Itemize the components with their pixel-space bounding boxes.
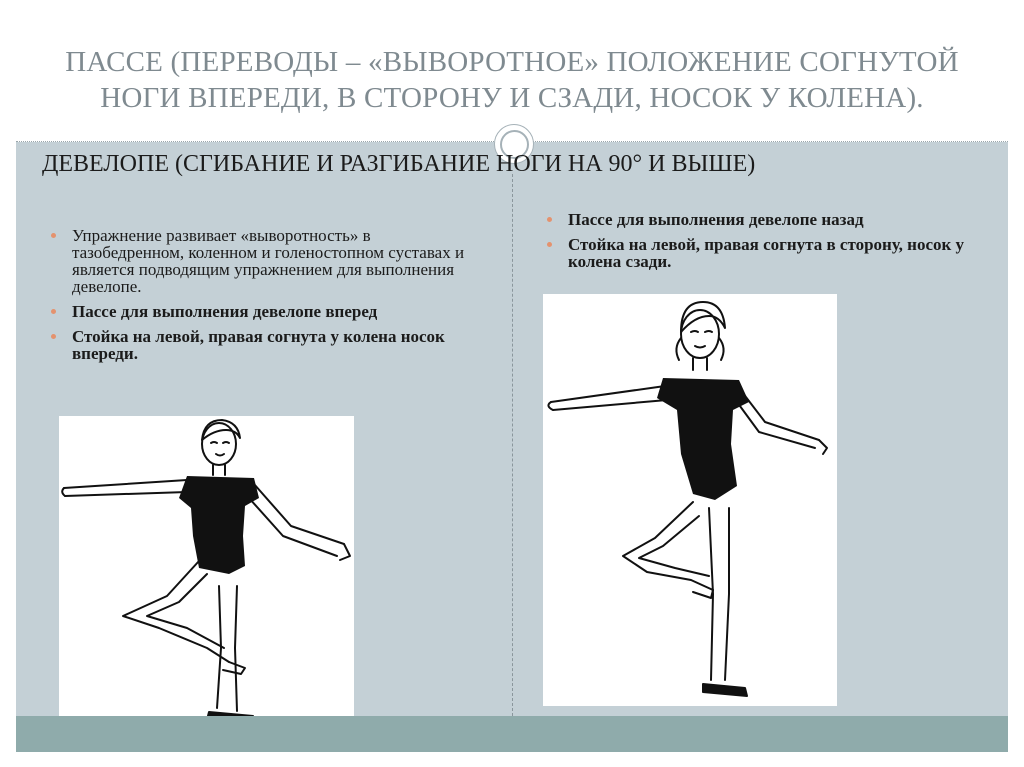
slide-title <box>16 44 1008 116</box>
left-bullet-list <box>42 227 482 370</box>
right-bullet-1: Пассе для выполнения девелопе назад <box>538 211 968 228</box>
title-line-1: ПАССЕ (ПЕРЕВОДЫ – «ВЫВОРОТНОЕ» ПОЛОЖЕНИЕ СОГНУТОЙ <box>65 46 959 78</box>
bottom-bar <box>16 716 1008 752</box>
left-bullet-1: Упражнение развивает «выворотность» в тазобедренном, коленном и голеностопном суставах и является подводящим упражнением для выполнения девелопе. <box>42 227 482 295</box>
slide-subtitle: ДЕВЕЛОПЕ (СГИБАНИЕ И РАЗГИБАНИЕ НОГИ НА 90° И ВЫШЕ) <box>42 151 756 177</box>
dancer-forward-figure <box>59 416 354 731</box>
right-bullet-2: Стойка на левой, правая согнута в сторону, носок у колена сзади. <box>538 236 968 270</box>
dancer-back-figure <box>543 294 837 706</box>
slide <box>16 16 1008 752</box>
right-bullet-list <box>538 211 968 278</box>
left-bullet-2: Пассе для выполнения девелопе вперед <box>42 303 482 320</box>
left-bullet-3: Стойка на левой, правая согнута у колена носок впереди. <box>42 328 482 362</box>
passe-back-illustration <box>543 294 837 706</box>
title-line-2: НОГИ ВПЕРЕДИ, В СТОРОНУ И СЗАДИ, НОСОК У КОЛЕНА). <box>100 82 924 114</box>
passe-forward-illustration <box>59 416 354 731</box>
column-divider <box>512 174 513 716</box>
